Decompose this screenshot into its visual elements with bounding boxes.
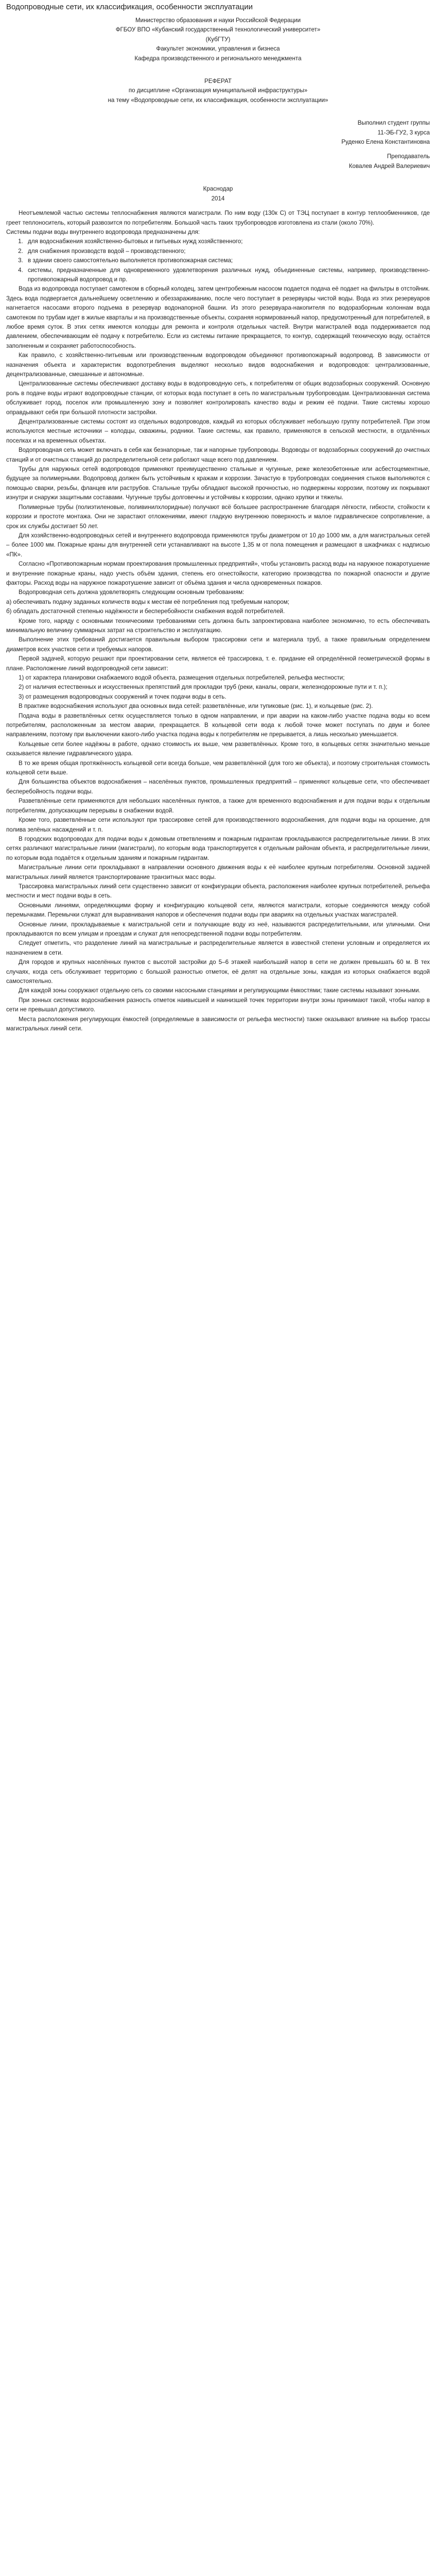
purpose-list xyxy=(6,237,430,284)
body-paragraph: Для большинства объектов водоснабжения – населённых пунктов, промышленных предприятий – применяют кольцевые сети, что обеспечивает бесперебойность подачи воды. xyxy=(6,778,430,795)
requirement-item: а) обеспечивать подачу заданных количеств воды к местам её потребления под требуемым напором; xyxy=(6,598,290,605)
performer-line-3: Руденко Елена Константиновна xyxy=(341,139,430,146)
title-page xyxy=(6,16,430,209)
body-paragraph: Основные линии, прокладываемые к магистральной сети и получающие воду из неё, называются распределительными, или уличными. Они прокладываются по всем улицам и проездам и служат для непосредственной подачи воды потребителям. xyxy=(6,921,430,937)
body-paragraph: Следует отметить, что разделение линий на магистральные и распределительные является в известной степени условным и определяется их назначением в сети. xyxy=(6,940,430,956)
year-line: 2014 xyxy=(211,195,225,202)
layout-factor-item: 1) от характера планировки снабжаемого водой объекта, размещения отдельных потребителей, рельефа местности; xyxy=(19,674,345,681)
title-line-department: Кафедра производственного и регионального менеджмента xyxy=(134,55,302,62)
body-paragraph: В то же время общая протяжённость кольцевой сети всегда больше, чем разветвлённой (для того же объекта), и поэтому строительная стоимость кольцевой сети выше. xyxy=(6,759,430,776)
body-paragraph: Децентрализованные системы состоят из отдельных водопроводов, каждый из которых обслуживает небольшую группу потребителей. При этом используются местные источники – колодцы, скважины, родники. Такие системы, как правило, применяются в сельской местности, в отдалённых поселках и на временных объектах. xyxy=(6,418,430,444)
body-paragraph: В городских водопроводах для подачи воды к домовым ответвлениям и пожарным гидрантам прокладываются распределительные линии. В этих сетях различают магистральные линии (магистрали), по которым вода транспортируется к отдельным районам объекта, и распределительные линии, по которым вода подаётся к отдельным зданиям и пожарным гидрантам. xyxy=(6,835,430,861)
list-item: 3. в здании своего самостоятельно выполняется противопожарная система; xyxy=(25,256,430,265)
body-paragraph: В практике водоснабжения используют два основных вида сетей: разветвлённые, или тупиковые (рис. 1), и кольцевые (рис. 2). xyxy=(19,703,373,710)
body-paragraph: Кольцевые сети более надёжны в работе, однако стоимость их выше, чем разветвлённых. Кроме того, в кольцевых сетях значительно меньше сказывается явление гидравлического удара. xyxy=(6,740,430,757)
body-paragraph: Кроме того, разветвлённые сети используют при трассировке сетей для производственного водоснабжения, для подачи воды на орошение, для полива зелёных насаждений и т. п. xyxy=(6,817,430,833)
list-item: 4. системы, предназначенные для одновременного удовлетворения различных нужд, объединенные системы, например, производственно-противопожарный водопровод и пр. xyxy=(25,266,430,285)
performer-line-2: 11-ЭБ-ГУ2, 3 курса xyxy=(377,129,430,136)
body-paragraph: Подача воды в разветвлённых сетях осуществляется только в одном направлении, и при аварии на каком-либо участке подача воды ко всем потребителям, расположенным за местом аварии, прекращается. В кольцевой сети вода к любой точке может поступать по двум и более направлениям, поэтому при выключении какого-либо участка подача воды к потребителям не прерывается, а лишь несколько уменьшается. xyxy=(6,712,430,738)
body-paragraph: Для хозяйственно-водопроводных сетей и внутреннего водопровода применяются трубы диаметром от 10 до 1000 мм, а для магистральных сетей – более 1000 мм. Пожарные краны для внутренней сети устанавливают на высоте 1,35 м от пола помещения и размещают в шкафчиках с надписью «ПК». xyxy=(6,532,430,558)
list-item: 1. для водоснабжения хозяйственно-бытовых и питьевых нужд хозяйственного; xyxy=(25,237,430,246)
list-item: 2. для снабжения производств водой – производственного; xyxy=(25,247,430,256)
city-line: Краснодар xyxy=(203,185,233,193)
title-line-ministry: Министерство образования и науки Российской Федерации xyxy=(135,17,301,24)
body-paragraph: Централизованные системы обеспечивают доставку воды в водопроводную сеть, к потребителям от общих водозаборных сооружений. Основную роль в подаче воды играют водопроводные станции, от которых вода поступает в сеть по магистральным трубопроводам. Централизованная система обслуживает город, поселок или промышленную зону и позволяет контролировать качество воды и режим её подачи. Такие системы хорошо оправдывают себя при большой плотности застройки. xyxy=(6,380,430,416)
body-paragraph: Для каждой зоны сооружают отдельную сеть со своими насосными станциями и регулирующими ёмкостями; такие системы называют зонными. xyxy=(19,987,421,994)
body-paragraph: Основными линиями, определяющими форму и конфигурацию кольцевой сети, являются магистрали, которые соединяются между собой перемычками. Перемычки служат для выравнивания напоров и обеспечения подачи воды при авариях на отдельных участках магистралей. xyxy=(6,902,430,919)
body-paragraph: Для городов и крупных населённых пунктов с высотой застройки до 5–6 этажей наибольший напор в сети не должен превышать 60 м. В тех случаях, когда сеть обслуживает территорию с большой разностью отметок, её делят на отдельные зоны, каждая из которых снабжается водой самостоятельно. xyxy=(6,959,430,985)
body-paragraph: Трубы для наружных сетей водопроводов применяют преимущественно стальные и чугунные, реже железобетонные или асбестоцементные, будущее за полимерными. Водопровод должен быть устойчивым к кражам и коррозии. Зачастую в трубопроводах соединения стыков выполняются с помощью сварки, резьбы, фланцев или раструбов. Стальные трубы обладают высокой прочностью, но подвержены коррозии, поэтому их покрывают изнутри и снаружи защитными составами. Чугунные трубы долговечны и устойчивы к коррозии, однако хрупки и тяжелы. xyxy=(6,466,430,501)
body-paragraph: Водопроводная сеть должна удовлетворять следующим основным требованиям: xyxy=(19,589,245,596)
teacher-name: Ковалев Андрей Валериевич xyxy=(348,162,430,170)
body-paragraph: Магистральные линии сети прокладывают в направлении основного движения воды к её наиболее крупным потребителям. Основной задачей магистральных линий является транспортирование транзитных масс воды. xyxy=(6,864,430,880)
body-paragraph: Места расположения регулирующих ёмкостей (определяемые в зависимости от рельефа местности) также оказывают влияние на выбор трассы магистральных линий сети. xyxy=(6,1015,430,1032)
discipline-line: по дисциплине «Организация муниципальной инфраструктуры» xyxy=(128,87,308,94)
body-paragraph: Полимерные трубы (полиэтиленовые, поливинилхлоридные) получают всё большее распространение благодаря лёгкости, гибкости, стойкости к коррозии и простоте монтажа. Они не зарастают отложениями, имеют гладкую внутреннюю поверхность и малое гидравлическое сопротивление, а срок их службы достигает 50 лет. xyxy=(6,503,430,530)
body-paragraph: Первой задачей, которую решают при проектировании сети, является её трассировка, т. е. придание ей определённой геометрической формы в плане. Расположение линий водопроводной сети зависит: xyxy=(6,655,430,672)
performer-line-1: Выполнил студент группы xyxy=(357,120,430,127)
body-paragraph: Выполнение этих требований достигается правильным выбором трассировки сети и материала труб, а также правильным определением диаметров всех участков сети и требуемых напоров. xyxy=(6,636,430,653)
document-body xyxy=(6,209,430,1033)
title-line-faculty: Факультет экономики, управления и бизнеса xyxy=(156,45,280,53)
document-title: Водопроводные сети, их классификация, особенности эксплуатации xyxy=(6,3,253,11)
topic-line: на тему «Водопроводные сети, их классификация, особенности эксплуатации» xyxy=(108,96,328,104)
body-paragraph: Как правило, с хозяйственно-питьевым или производственным водопроводом объединяют противопожарный водопровод. В зависимости от назначения объекта и характеристик водопотребления выделяют несколько видов водоснабжения и водопроводов: централизованные, децентрализованные, смешанные и автономные. xyxy=(6,352,430,378)
layout-factor-item: 3) от размещения водопроводных сооружений и точек подачи воды в сеть. xyxy=(19,693,226,700)
body-paragraph: Системы подачи воды внутреннего водопровода предназначены для: xyxy=(6,228,200,235)
body-paragraph: Вода из водопровода поступает самотеком в сборный колодец, затем центробежным насосом подается подача её подает на фильтры в отстойник. Здесь вода подвергается дальнейшему осветлению и обеззараживанию, после чего поступает в резервуары чистой воды. Вода из этих резервуаров нагнетается насосами второго подъема в резервуар водонапорной башни. Из этого резервуара-накопителя по водоразборным колоннам вода самотеком по трубам идет в жилые кварталы и на производственные объекты, сохраняя нормированный напор, предусмотренный для потребителей, в любое время суток. В этих сетях имеются колодцы для ремонта и контроля отдельных частей. Внутри магистралей вода поддерживается под давлением, обеспечивающим её подачу к потребителю. Если из системы питание прекращается, то контур, содержащий техническую воду, остаётся заполненным и сохраняет работоспособность. xyxy=(6,285,430,349)
title-line-university: ФГБОУ ВПО «Кубанский государственный технологический университет» xyxy=(115,26,321,33)
doc-type-heading: РЕФЕРАТ xyxy=(204,78,232,85)
body-paragraph: Разветвлённые сети применяются для небольших населённых пунктов, а также для временного водоснабжения и для подачи воды к отдельным потребителям, допускающим перерывы в снабжении водой. xyxy=(6,798,430,814)
body-paragraph: При зонных системах водоснабжения разность отметок наивысшей и наинизшей точек территории внутри зоны принимают такой, чтобы напор в сети не превышал допустимого. xyxy=(6,996,430,1013)
title-line-abbreviation: (КубГТУ) xyxy=(205,36,231,43)
body-paragraph: Трассировка магистральных линий сети существенно зависит от конфигурации объекта, расположения наиболее крупных потребителей, рельефа местности и мест подачи воды в сеть. xyxy=(6,883,430,900)
body-paragraph: Водопроводная сеть может включать в себя как безнапорные, так и напорные трубопроводы. Водоводы от водозаборных сооружений до очистных станций и от очистных станций до распределительной сети работают чаще всего под давлением. xyxy=(6,447,430,463)
document-page xyxy=(0,0,436,1039)
requirement-item: б) обладать достаточной степенью надёжности и бесперебойности снабжения водой потребителей. xyxy=(6,608,285,615)
teacher-label: Преподаватель xyxy=(387,153,430,160)
layout-factor-item: 2) от наличия естественных и искусственных препятствий для прокладки труб (реки, каналы, овраги, железнодорожные пути и т. п.); xyxy=(19,684,388,691)
body-paragraph: Кроме того, наряду с основными техническими требованиями сеть должна быть запроектирована наиболее экономично, то есть обеспечивать минимальную величину суммарных затрат на строительство и эксплуатацию. xyxy=(6,617,430,634)
body-paragraph: Неотъемлемой частью системы теплоснабжения являются магистрали. По ним воду (130к С) от ТЭЦ поступает в контур теплообменников, где греет теплоноситель, который развозится по потребителям. Большой часть таких трубопроводов изготовлена из стали (около 70%). xyxy=(6,210,430,226)
body-paragraph: Согласно «Противопожарным нормам проектирования промышленных предприятий», чтобы установить расход воды на наружное пожаротушение и внутренние пожарные краны, надо учесть объём здания, степень его огнестойкости, категорию производства по пожарной опасности и другие факторы. Расход воды на наружное пожаротушение зависит от объёма здания и числа одновременных пожаров. xyxy=(6,561,430,586)
